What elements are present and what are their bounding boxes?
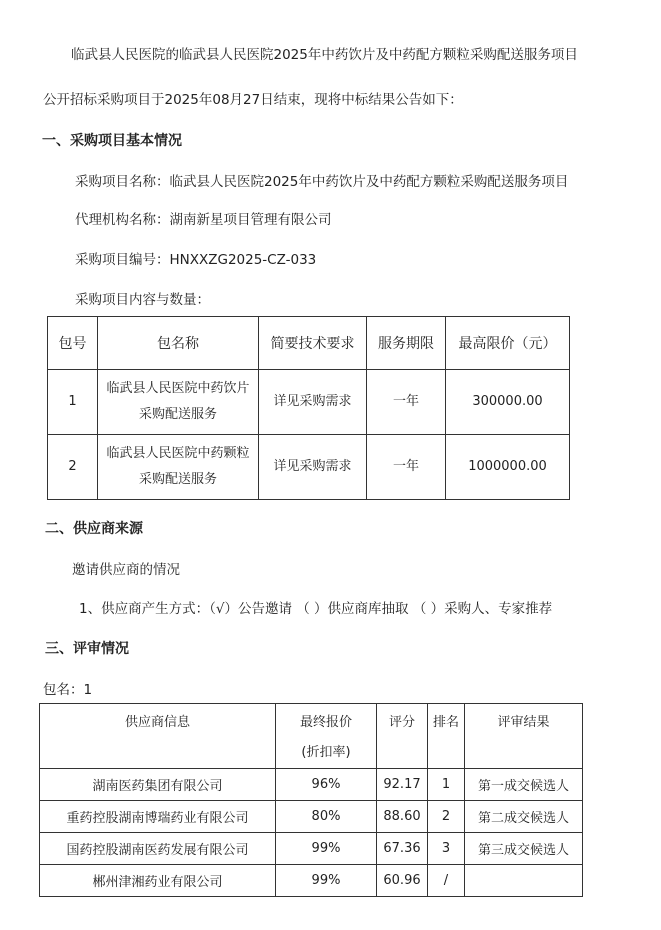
intro-line-1: 临武县人民医院的临武县人民医院2025年中药饮片及中药配方颗粒采购配送服务项目 [71, 47, 578, 63]
rank: 2 [428, 801, 465, 833]
header-line: (折扣率) [301, 745, 351, 760]
intro-line-2: 公开招标采购项目于2025年08月27日结束，现将中标结果公告如下： [43, 92, 463, 108]
header-cell: 评分 [377, 704, 428, 769]
project-number: 采购项目编号：HNXXZG2025-CZ-033 [75, 252, 317, 268]
table-row [40, 865, 583, 897]
table-row [40, 769, 583, 801]
supplier-name: 湖南医药集团有限公司 [40, 769, 276, 801]
package-table [47, 316, 570, 500]
table-row [48, 370, 570, 435]
score: 88.60 [377, 801, 428, 833]
package-name [98, 435, 259, 500]
rank: 1 [428, 769, 465, 801]
package-no: 1 [48, 370, 98, 435]
score: 92.17 [377, 769, 428, 801]
header-cell: 服务期限 [367, 317, 446, 370]
header-cell: 供应商信息 [40, 704, 276, 769]
final-price: 96% [276, 769, 377, 801]
supplier-name: 国药控股湖南医药发展有限公司 [40, 833, 276, 865]
table-row [40, 833, 583, 865]
rank: / [428, 865, 465, 897]
section2-sub: 邀请供应商的情况 [72, 562, 180, 578]
header-cell: 排名 [428, 704, 465, 769]
seal-stamp-fragment [638, 430, 661, 590]
table-row [48, 435, 570, 500]
result: 第二成交候选人 [465, 801, 583, 833]
header-cell: 最高限价（元） [446, 317, 570, 370]
table-row [40, 801, 583, 833]
package-term: 一年 [367, 435, 446, 500]
package-price: 1000000.00 [446, 435, 570, 500]
header-line: 最终报价 [299, 715, 352, 730]
score: 67.36 [377, 833, 428, 865]
result: 第三成交候选人 [465, 833, 583, 865]
header-cell: 简要技术要求 [259, 317, 367, 370]
supplier-name: 重药控股湖南博瑞药业有限公司 [40, 801, 276, 833]
section3-heading: 三、评审情况 [45, 641, 129, 657]
result [465, 865, 583, 897]
section1-heading: 一、采购项目基本情况 [42, 133, 182, 149]
final-price: 99% [276, 833, 377, 865]
score: 60.96 [377, 865, 428, 897]
result: 第一成交候选人 [465, 769, 583, 801]
package-requirement: 详见采购需求 [259, 370, 367, 435]
package-name [98, 370, 259, 435]
content-label: 采购项目内容与数量： [75, 292, 210, 308]
supplier-name: 郴州津湘药业有限公司 [40, 865, 276, 897]
final-price: 99% [276, 865, 377, 897]
section2-heading: 二、供应商来源 [45, 521, 143, 537]
evaluation-table-header [40, 704, 583, 769]
package-name-line: 采购配送服务 [138, 407, 217, 422]
package-name-line: 临武县人民医院中药饮片 [106, 381, 250, 396]
supplier-method: 1、供应商产生方式：（√）公告邀请 （ ）供应商库抽取 （ ）采购人、专家推荐 [79, 601, 553, 617]
header-cell: 包名称 [98, 317, 259, 370]
package-term: 一年 [367, 370, 446, 435]
final-price: 80% [276, 801, 377, 833]
header-cell [276, 704, 377, 769]
agency-name: 代理机构名称：湖南新星项目管理有限公司 [75, 212, 332, 228]
package-label: 包名：1 [43, 682, 93, 698]
project-name: 采购项目名称：临武县人民医院2025年中药饮片及中药配方颗粒采购配送服务项目 [75, 174, 569, 190]
header-cell: 包号 [48, 317, 98, 370]
package-name-line: 临武县人民医院中药颗粒 [106, 446, 250, 461]
header-cell: 评审结果 [465, 704, 583, 769]
package-requirement: 详见采购需求 [259, 435, 367, 500]
rank: 3 [428, 833, 465, 865]
package-table-header [48, 317, 570, 370]
package-price: 300000.00 [446, 370, 570, 435]
evaluation-table [39, 703, 583, 897]
package-no: 2 [48, 435, 98, 500]
package-name-line: 采购配送服务 [138, 472, 217, 487]
